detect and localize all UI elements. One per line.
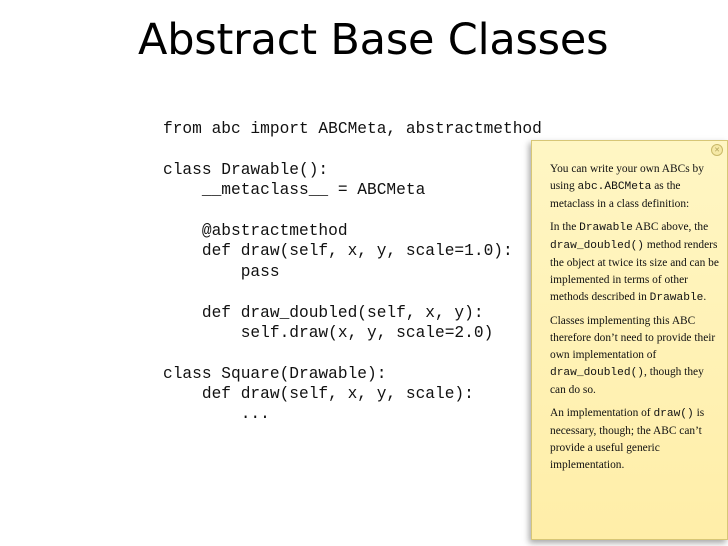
note-body: [550, 161, 722, 480]
code-line: [163, 139, 542, 159]
note-text: as the metaclass in a class definition:: [550, 180, 690, 210]
note-code: abc.ABCMeta: [577, 181, 652, 193]
note-paragraph: [550, 313, 722, 399]
code-line: [163, 282, 542, 302]
code-line: pass: [163, 262, 280, 281]
note-paragraph: [550, 405, 722, 474]
note-text: In the: [550, 221, 580, 233]
code-line: def draw_doubled(self, x, y):: [163, 303, 484, 322]
code-line: ...: [163, 405, 270, 424]
note-code: draw(): [653, 408, 694, 420]
code-line: def draw(self, x, y, scale=1.0):: [163, 242, 513, 261]
code-line: [163, 201, 542, 221]
note-text: is necessary, though; the ABC can’t provide a useful generic implementation.: [550, 407, 705, 471]
code-line: from abc import ABCMeta, abstractmethod: [163, 120, 542, 138]
code-line: class Drawable():: [163, 160, 329, 179]
note-text: .: [703, 291, 707, 303]
code-line: __metaclass__ = ABCMeta: [163, 181, 426, 200]
code-line: self.draw(x, y, scale=2.0): [163, 323, 494, 342]
note-text: method renders the object at twice its size and can be implemented in terms of other methods described in: [550, 239, 719, 303]
note-code: draw_doubled(): [550, 240, 644, 252]
note-code: draw_doubled(): [550, 367, 644, 379]
note-text: , though they can do so.: [550, 366, 704, 396]
sticky-note[interactable]: [531, 140, 728, 540]
note-paragraph: [550, 161, 722, 213]
code-line: @abstractmethod: [163, 221, 348, 240]
code-block: [163, 119, 542, 425]
slide-title: Abstract Base Classes: [138, 15, 609, 65]
note-paragraph: [550, 219, 722, 307]
code-line: def draw(self, x, y, scale):: [163, 385, 474, 404]
note-code: Drawable: [579, 222, 633, 234]
code-line: class Square(Drawable):: [163, 364, 387, 383]
code-line: [163, 343, 542, 363]
note-text: An implementation of: [550, 407, 654, 419]
close-icon[interactable]: ✕: [711, 144, 723, 156]
note-code: Drawable: [649, 292, 704, 304]
note-text: ABC above, the: [632, 221, 709, 233]
note-text: Classes implementing this ABC therefore don’t need to provide their own implementation of: [550, 315, 716, 361]
note-text: You can write your own ABCs by using: [550, 163, 704, 192]
